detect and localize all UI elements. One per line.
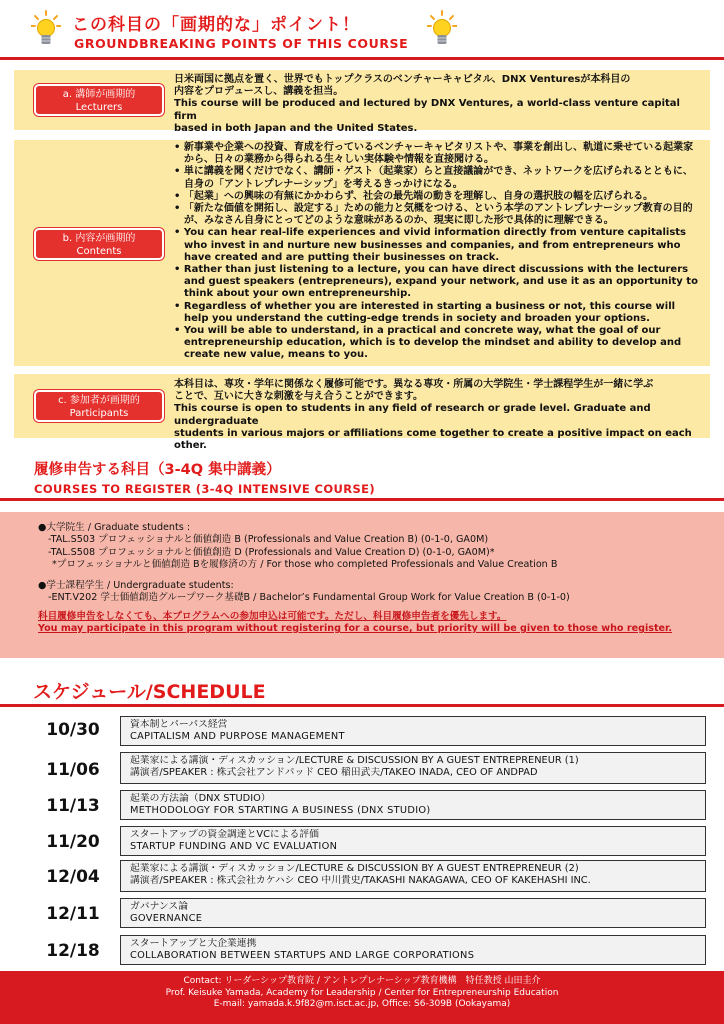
text-line: This course will be produced and lectured by DNX Ventures, a world-class venture capital firm	[174, 98, 680, 122]
schedule-topic	[120, 935, 706, 965]
schedule-topic	[120, 898, 706, 928]
schedule-date: 11/06	[46, 760, 100, 780]
bullet-item: • You can hear real-life experiences and vivid information directly from venture capitalists who invest in and nurture new businesses and companies, and from entrepreneurs who have created and are putting their businesses on track.	[174, 227, 687, 263]
schedule-date: 12/04	[46, 867, 100, 887]
page-title-en: GROUNDBREAKING POINTS OF THIS COURSE	[74, 36, 409, 51]
point-participants-text	[174, 379, 702, 452]
point-contents-text	[174, 142, 702, 362]
topic-en: COLLABORATION BETWEEN STARTUPS AND LARGE CORPORATIONS	[130, 950, 475, 961]
registration-note-en: You may participate in this program without registering for a course, but priority will be given to those who register.	[38, 623, 673, 635]
badge-label-en: Lecturers	[75, 102, 123, 113]
graduate-heading: ●大学院生 / Graduate students :	[38, 522, 191, 533]
bullet-item: • 新事業や企業への投資、育成を行っているベンチャーキャピタリストや、事業を創出し、軌道に乗せている起業家から、日々の業務から得られる生々しい実体験や情報を直接聞ける。	[174, 142, 694, 166]
text-line: 内容をプロデュースし、講義を担当。	[174, 86, 344, 98]
topic-jp: 起業の方法論（DNX STUDIO）	[130, 793, 271, 804]
bullet-item: • Rather than just listening to a lecture, you can have direct discussions with the lecturers and guest speakers (entrepreneurs), expand your network, and use it as an opportunity to think about your own entrepreneurship.	[174, 264, 698, 300]
contact-line: Contact: リーダーシップ教育院 / アントレプレナーシップ教育機構 特任教授 山田圭介	[183, 976, 541, 986]
badge-label-jp: a. 講師が画期的	[62, 89, 136, 100]
point-participants-panel	[14, 374, 710, 452]
bullet-item: • 「起業」への興味の有無にかかわらず、社会の最先端の動きを理解し、自身の選択肢の幅を広げられる。	[174, 190, 654, 202]
topic-jp: 資本制とパーパス経営	[130, 719, 228, 730]
schedule-topic	[120, 716, 706, 746]
schedule-divider	[0, 704, 724, 707]
bullet-item: • You will be able to understand, in a practical and concrete way, what the goal of our entrepreneurship education, which is to develop the mindset and ability to develop and create new value, means to you.	[174, 325, 682, 361]
topic-jp: スタートアップと大企業連携	[130, 938, 257, 949]
point-contents-badge	[34, 228, 164, 260]
topic-en: GOVERNANCE	[130, 913, 203, 924]
text-line: ことで、互いに大きな刺激を与え合うことができます。	[174, 391, 423, 403]
topic-jp: 起業家による講演・ディスカッション/LECTURE & DISCUSSION BY A GUEST ENTREPRENEUR (2)	[130, 863, 579, 874]
page-header	[0, 0, 724, 58]
point-lecturers-text	[174, 74, 702, 135]
courses-divider	[0, 498, 724, 501]
topic-speaker: 講演者/SPEAKER : 株式会社カケハシ CEO 中川貴史/TAKASHI NAKAGAWA, CEO OF KAKEHASHI INC.	[130, 875, 591, 886]
topic-jp: ガバナンス論	[130, 901, 188, 912]
badge-label-en: Contents	[76, 246, 122, 257]
courses-list	[38, 522, 718, 635]
text-line: 本科目は、専攻・学年に関係なく履修可能です。異なる専攻・所属の大学院生・学士課程学生が一緒に学ぶ	[174, 379, 654, 390]
topic-en: CAPITALISM AND PURPOSE MANAGEMENT	[130, 731, 345, 742]
schedule-date: 11/13	[46, 796, 100, 816]
topic-jp: 起業家による講演・ディスカッション/LECTURE & DISCUSSION BY A GUEST ENTREPRENEUR (1)	[130, 755, 579, 766]
topic-en: STARTUP FUNDING AND VC EVALUATION	[130, 841, 338, 852]
undergrad-heading: ●学士課程学生 / Undergraduate students:	[38, 580, 234, 592]
course-item: -TAL.S508 プロフェッショナルと価値創造 D (Professionals and Value Creation D) (0-1-0, GA0M)*	[48, 546, 495, 558]
contact-footer	[0, 971, 724, 1024]
courses-title-en: COURSES TO REGISTER (3-4Q INTENSIVE COURSE)	[34, 482, 376, 496]
course-footnote: *プロフェッショナルと価値創造 Bを履修済の方 / For those who completed Professionals and Value Creation B	[52, 558, 558, 570]
course-item: -ENT.V202 学士価値創造グループワーク基礎B / Bachelor’s Fundamental Group Work for Value Creation B (0-1-0)	[48, 592, 570, 604]
schedule-date: 11/20	[46, 832, 100, 852]
topic-en: METHODOLOGY FOR STARTING A BUSINESS (DNX STUDIO)	[130, 805, 431, 816]
point-contents-panel	[14, 140, 710, 366]
bullet-item: • 「新たな価値を開拓し、設定する」ための能力と気概をつける、という本学のアントレプレナーシップ教育の目的が、みなさん自身にとってどのような意味があるのか、現実に即した形で具体的に理解できる。	[174, 203, 693, 227]
badge-label-en: Participants	[69, 408, 129, 419]
text-line: students in various majors or affiliations come together to create a positive impact on each other.	[174, 427, 692, 452]
point-participants-badge	[34, 390, 164, 422]
lightbulb-icon	[31, 10, 61, 50]
contact-line: Prof. Keisuke Yamada, Academy for Leadership / Center for Entrepreneurship Education	[165, 987, 559, 998]
page-title-jp: この科目の「画期的な」ポイント！	[72, 15, 360, 35]
contact-email: E-mail: yamada.k.9f82@m.isct.ac.jp, Office: S6-309B (Ookayama)	[213, 999, 511, 1009]
schedule-date: 10/30	[46, 720, 100, 740]
badge-label-jp: b. 内容が画期的	[62, 233, 136, 244]
text-line: This course is open to students in any field of research or grade level. Graduate and undergraduate	[174, 403, 651, 427]
schedule-date: 12/18	[46, 941, 100, 961]
point-lecturers-badge	[34, 84, 164, 116]
registration-note-jp: 科目履修申告をしなくても、本プログラムへの参加申込は可能です。ただし、科目履修申告者を優先します。	[38, 610, 507, 622]
topic-speaker: 講演者/SPEAKER : 株式会社アンドパッド CEO 稲田武夫/TAKEO INADA, CEO OF ANDPAD	[130, 767, 538, 778]
course-item: -TAL.S503 プロフェッショナルと価値創造 B (Professionals and Value Creation B) (0-1-0, GA0M)	[48, 534, 489, 546]
courses-panel	[0, 512, 724, 658]
topic-jp: スタートアップの資金調達とVCによる評価	[130, 829, 319, 840]
badge-label-jp: c. 参加者が画期的	[58, 395, 140, 406]
text-line: 日米両国に拠点を置く、世界でもトップクラスのベンチャーキャピタル、DNX Venturesが本科目の	[174, 74, 631, 85]
courses-title-jp: 履修申告する科目（3-4Q 集中講義）	[34, 462, 281, 478]
schedule-topic	[120, 860, 706, 892]
schedule-topic	[120, 826, 706, 856]
point-lecturers-panel	[14, 70, 710, 134]
text-line: based in both Japan and the United States.	[174, 122, 418, 134]
schedule-date: 12/11	[46, 904, 100, 924]
schedule-topic	[120, 752, 706, 784]
schedule-topic	[120, 790, 706, 820]
lightbulb-icon	[427, 10, 457, 50]
schedule-title: スケジュール/SCHEDULE	[33, 681, 266, 703]
bullet-item: • Regardless of whether you are interested in starting a business or not, this course will help you understand the cutting-edge trends in society and broaden your options.	[174, 300, 676, 324]
header-divider	[0, 57, 724, 60]
bullet-item: • 単に講義を聞くだけでなく、講師・ゲスト（起業家）らと直接議論ができ、ネットワークを広げられるとともに、自身の「アントレプレナーシップ」を考えるきっかけになる。	[174, 166, 693, 190]
